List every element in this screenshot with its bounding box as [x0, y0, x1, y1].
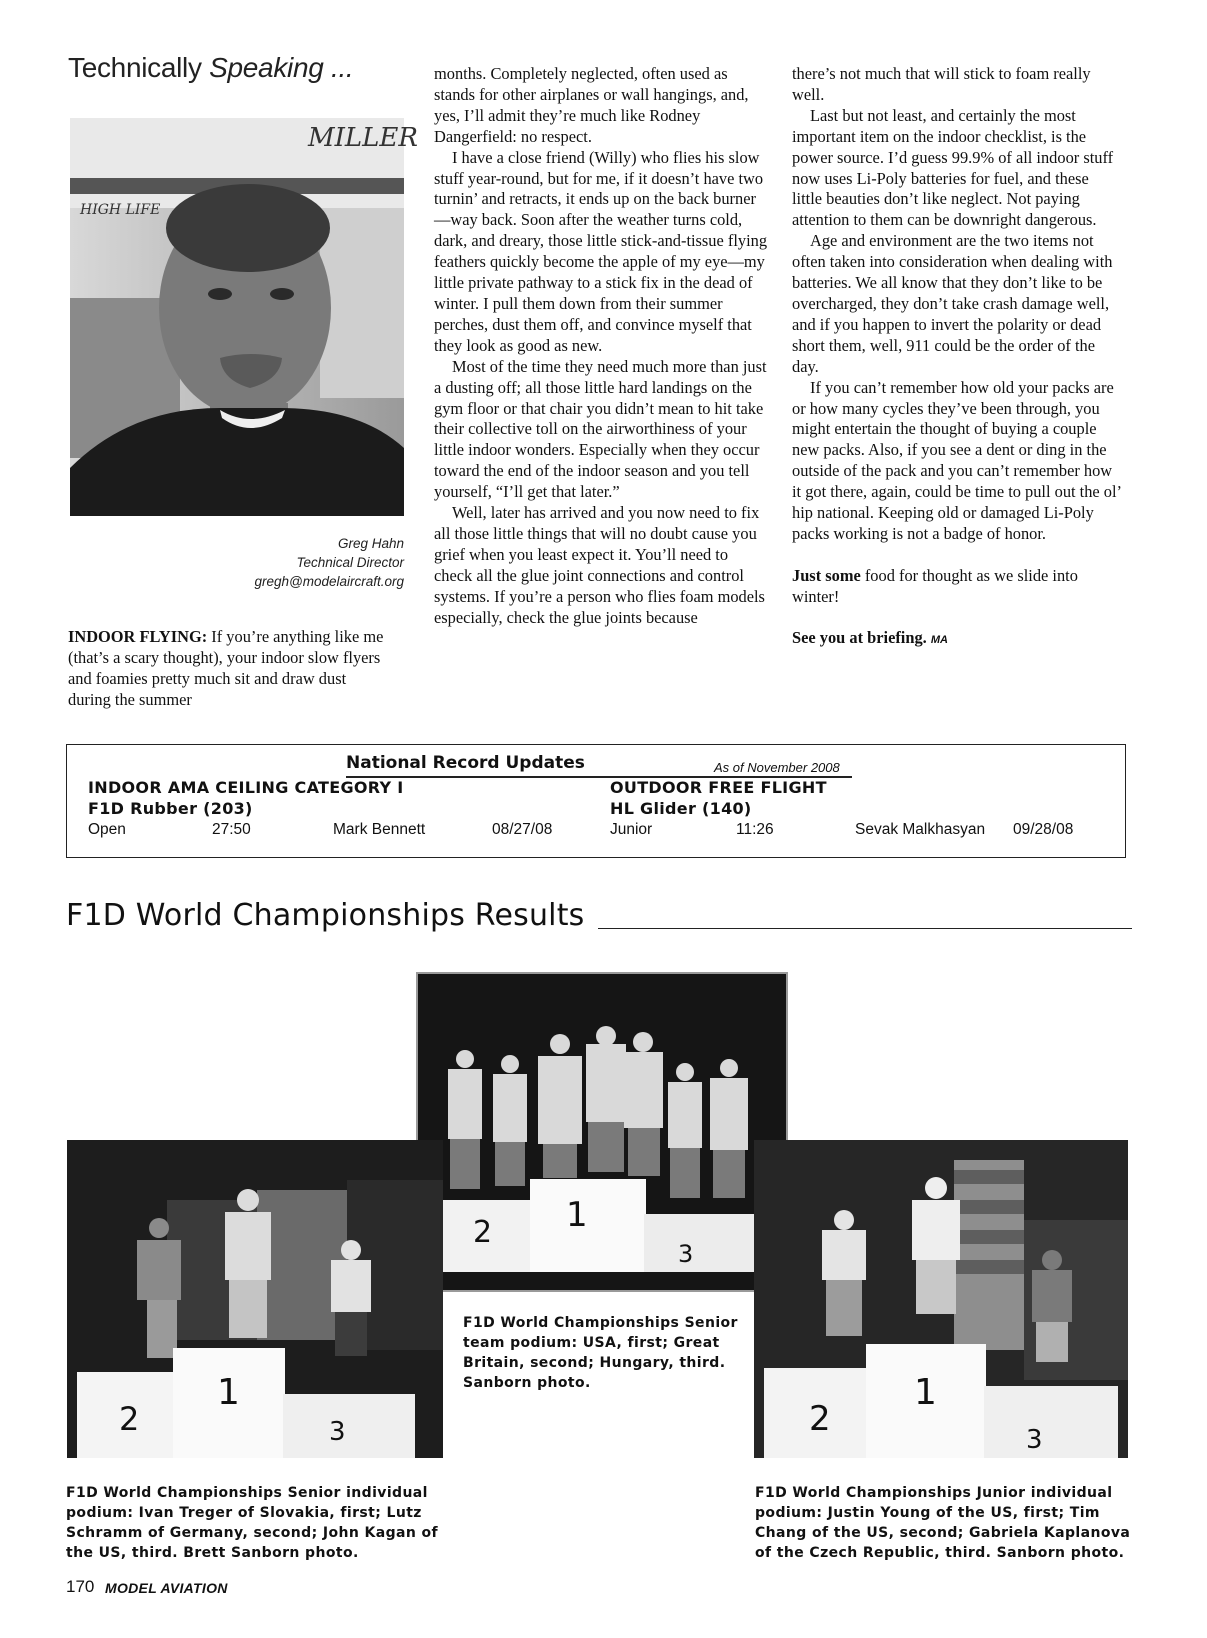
paragraph-signoff [792, 628, 1122, 651]
article-column-3 [792, 64, 1122, 651]
caption-senior-podium: F1D World Championships Senior individual podium: Ivan Treger of Slovakia, first; Lutz Schramm of Germany, second; John Kagan of the US, third. Brett Sanborn photo. [66, 1485, 439, 1561]
section-title: F1D World Championships Results [66, 898, 585, 933]
paragraph-age-environment: Age and environment are the two items not often taken into consideration when dealing with batteries. We all know that they don’t like to be overcharged, they don’t take crash damage well, and if you happen to invert the polarity or dead short them, well, 911 could be the order of the day. [792, 231, 1113, 376]
paragraph-continued: months. Completely neglected, often used as stands for other airplanes or wall hangings, and, yes, I’ll admit they’re much like Rodney Dangerfield: no respect. [434, 64, 749, 146]
author-name: Greg Hahn [337, 536, 404, 551]
record-left-date: 08/27/08 [492, 821, 553, 838]
podium-number-1: 1 [217, 1372, 240, 1413]
bold-text: Just some [792, 565, 861, 585]
record-right-event: HL Glider (140) [610, 799, 752, 818]
podium-number-1: 1 [566, 1195, 588, 1235]
record-right-class: Junior [610, 821, 653, 838]
paragraph-dusting: Most of the time they need much more than just a dusting off; all those little hard landings on the gym floor or that chair you didn’t mean to hit take their collective toll on the airworthiness of your little indoor wonders. Especially when they occur toward the end of the indoor season and you tell yourself, “I’ll get that later.” [434, 356, 767, 502]
paragraph-food-for-thought [792, 566, 1122, 608]
record-right-name: Sevak Malkhasyan [855, 821, 986, 838]
briefing-text: See you at briefing. [792, 628, 927, 648]
photo-sign-text: MILLER [308, 123, 418, 153]
paragraph-cycles: If you can’t remember how old your packs are or how many cycles they’ve been through, you might entertain the thought of buying a couple new packs. Also, if you see a dent or ding in the outside of the pack and you can’t remember how it got there, again, could be time to pull out the ol’ hip national. Keeping old or damaged Li-Poly packs working is not a badge of honor. [792, 377, 1121, 543]
record-right-date: 09/28/08 [1013, 821, 1074, 838]
photo-team-podium [416, 972, 788, 1292]
column-title-main: Technically [68, 52, 202, 83]
record-left-event: F1D Rubber (203) [88, 799, 253, 818]
column-title-italic: Speaking ... [209, 52, 354, 83]
author-email[interactable]: gregh@modelaircraft.org [254, 574, 404, 589]
podium-number-1: 1 [914, 1372, 937, 1413]
podium-number-2: 2 [119, 1400, 140, 1438]
podium-number-2: 2 [809, 1399, 831, 1439]
paragraph-continued-foam: there’s not much that will stick to foam really well. [792, 64, 1091, 104]
podium-number-2: 2 [473, 1215, 493, 1250]
paragraph-text: food for thought as we slide into winter! [792, 565, 1078, 606]
article-column-1 [68, 627, 392, 711]
magazine-name: MODEL AVIATION [105, 1580, 228, 1596]
photo-senior-podium [67, 1140, 443, 1458]
caption-team-podium: F1D World Championships Senior team podium: USA, first; Great Britain, second; Hungary, third. Sanborn photo. [463, 1315, 738, 1391]
caption-junior-podium: F1D World Championships Junior individual podium: Justin Young of the US, first; Tim Chang of the US, second; Gabriela Kaplanova of the Czech Republic, third. Sanborn photo. [755, 1485, 1131, 1561]
article-column-2 [434, 64, 769, 628]
photo-sign-text-side: HIGH LIFE [80, 202, 161, 218]
signoff-mark: MA [930, 634, 948, 647]
author-photo [70, 118, 418, 516]
photo-junior-podium [754, 1140, 1128, 1458]
column-title [68, 52, 353, 84]
author-caption [180, 534, 404, 591]
author-role: Technical Director [296, 555, 404, 570]
paragraph-later: Well, later has arrived and you now need to fix all those little things that will no doubt cause you grief when you least expect it. You’ll need to check all the glue joint connections and control systems. If you’re a person who flies foam models especially, check the glue joints because [434, 503, 765, 627]
paragraph-indoor-flying [68, 627, 392, 711]
record-right-time: 11:26 [736, 821, 774, 838]
paragraph-friend: I have a close friend (Willy) who flies his slow stuff year-round, but for me, if it doesn’t have two turnin’ and retracts, it ends up on the back burner—way back. Soon after the weather turns cold, dark, and dreary, those little stick-and-tissue flying feathers quickly become the apple of my eye—my little private pathway to a stick fix in the dead of winter. I pull them down from their summer perches, dust them off, and convince myself that they look as good as new. [434, 147, 768, 355]
paragraph-text: If you’re anything like me (that’s a scary thought), your indoor slow flyers and foamies pretty much sit and draw dust during the summer [68, 627, 384, 709]
podium-number-3: 3 [1026, 1425, 1043, 1455]
lead-in: INDOOR FLYING: [68, 627, 208, 646]
record-left-class: Open [88, 821, 126, 838]
podium-number-3: 3 [678, 1240, 694, 1268]
paragraph-power-source: Last but not least, and certainly the most important item on the indoor checklist, is the power source. I’d guess 99.9% of all indoor stuff now uses Li-Poly batteries for fuel, and these little beauties don’t like neglect. Not paying attention to them can be downright dangerous. [792, 105, 1114, 230]
record-left-category: INDOOR AMA CEILING CATEGORY I [88, 778, 404, 797]
record-as-of: As of November 2008 [714, 760, 840, 775]
section-rule [598, 928, 1132, 929]
record-left-time: 27:50 [212, 821, 251, 838]
record-left-name: Mark Bennett [333, 821, 426, 838]
record-updates-title: National Record Updates [346, 753, 585, 773]
podium-number-3: 3 [329, 1417, 346, 1447]
record-right-category: OUTDOOR FREE FLIGHT [610, 778, 827, 797]
page-number: 170 [66, 1577, 95, 1596]
